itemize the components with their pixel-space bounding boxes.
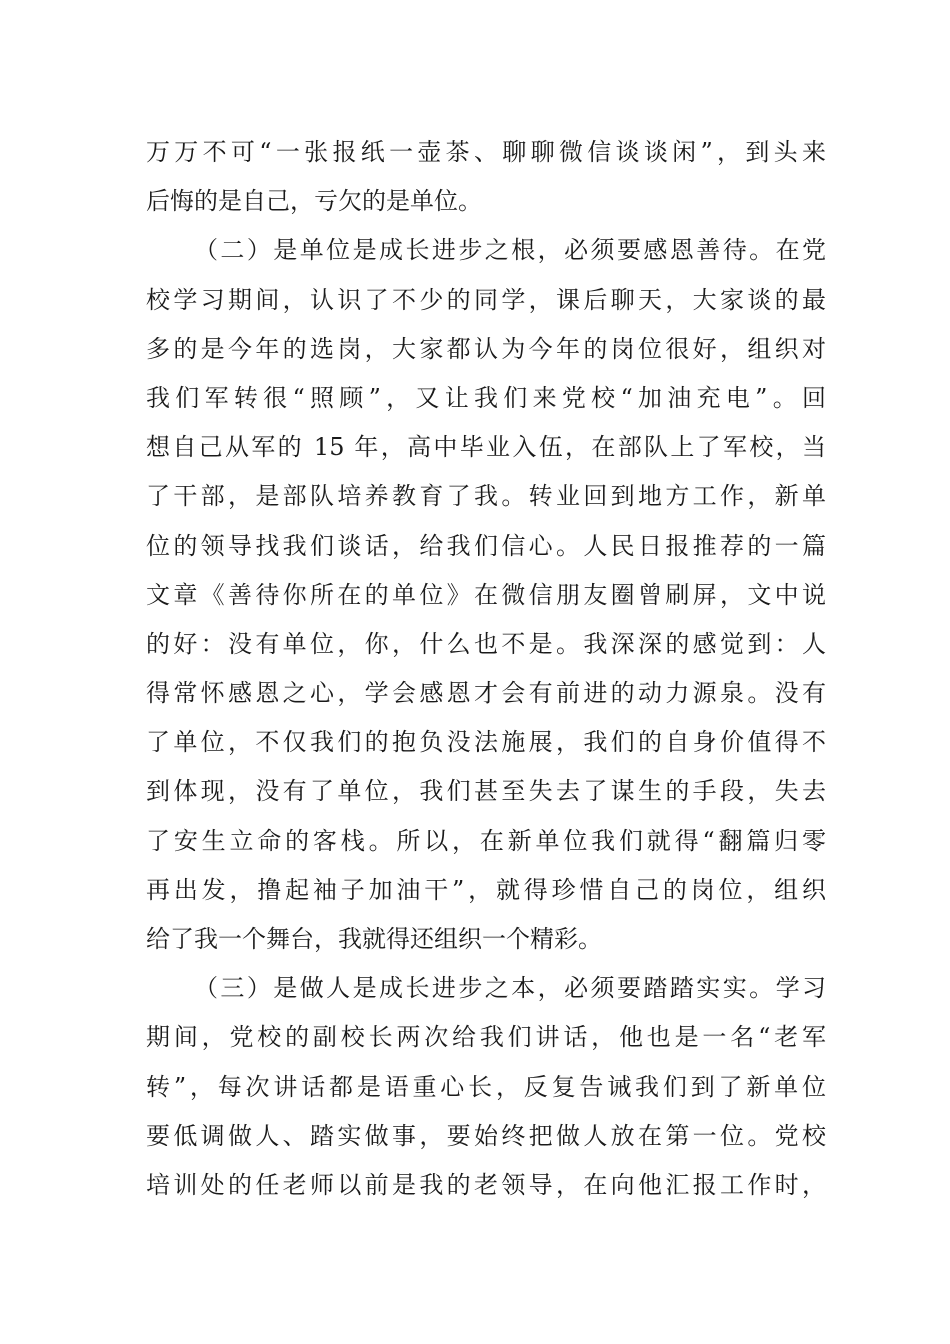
body-text — [146, 128, 826, 1210]
text-line: 要低调做人、踏实做事，要始终把做人放在第一位。党校 — [146, 1121, 826, 1150]
paragraph-start-line: （二）是单位是成长进步之根，必须要感恩善待。在党 — [194, 236, 826, 265]
text-line: 文章《善待你所在的单位》在微信朋友圈曾刷屏，文中说 — [146, 580, 826, 609]
text-line: 了安生立命的客栈。所以，在新单位我们就得“翻篇归零 — [146, 826, 826, 855]
text-line: 了干部，是部队培养教育了我。转业回到地方工作，新单 — [146, 482, 826, 511]
text-line: 万万不可“一张报纸一壶茶、聊聊微信谈谈闲”，到头来 — [146, 138, 826, 166]
text-line: 培训处的任老师以前是我的老领导，在向他汇报工作时， — [146, 1170, 826, 1199]
text-line: 后悔的是自己，亏欠的是单位。 — [146, 187, 482, 216]
text-line: 再出发，撸起袖子加油干”，就得珍惜自己的岗位，组织 — [146, 875, 826, 904]
text-line: 给了我一个舞台，我就得还组织一个精彩。 — [146, 925, 602, 953]
text-line: 校学习期间，认识了不少的同学，课后聊天，大家谈的最 — [146, 285, 826, 314]
paragraph-start-line: （三）是做人是成长进步之本，必须要踏踏实实。学习 — [194, 974, 826, 1003]
text-line: 得常怀感恩之心，学会感恩才会有前进的动力源泉。没有 — [146, 679, 826, 708]
text-line: 到体现，没有了单位，我们甚至失去了谋生的手段，失去 — [146, 777, 826, 806]
text-line: 转”，每次讲话都是语重心长，反复告诫我们到了新单位 — [146, 1072, 826, 1101]
text-line: 期间，党校的副校长两次给我们讲话，他也是一名“老军 — [146, 1023, 826, 1052]
text-line: 的好：没有单位，你，什么也不是。我深深的感觉到：人 — [146, 629, 826, 658]
text-line: 了单位，不仅我们的抱负没法施展，我们的自身价值得不 — [146, 728, 826, 757]
text-line: 我们军转很“照顾”，又让我们来党校“加油充电”。回 — [146, 383, 826, 412]
text-line: 多的是今年的选岗，大家都认为今年的岗位很好，组织对 — [146, 334, 826, 363]
text-line: 位的领导找我们谈话，给我们信心。人民日报推荐的一篇 — [146, 531, 826, 560]
text-line: 想自己从军的 15 年，高中毕业入伍，在部队上了军校，当 — [146, 433, 826, 462]
